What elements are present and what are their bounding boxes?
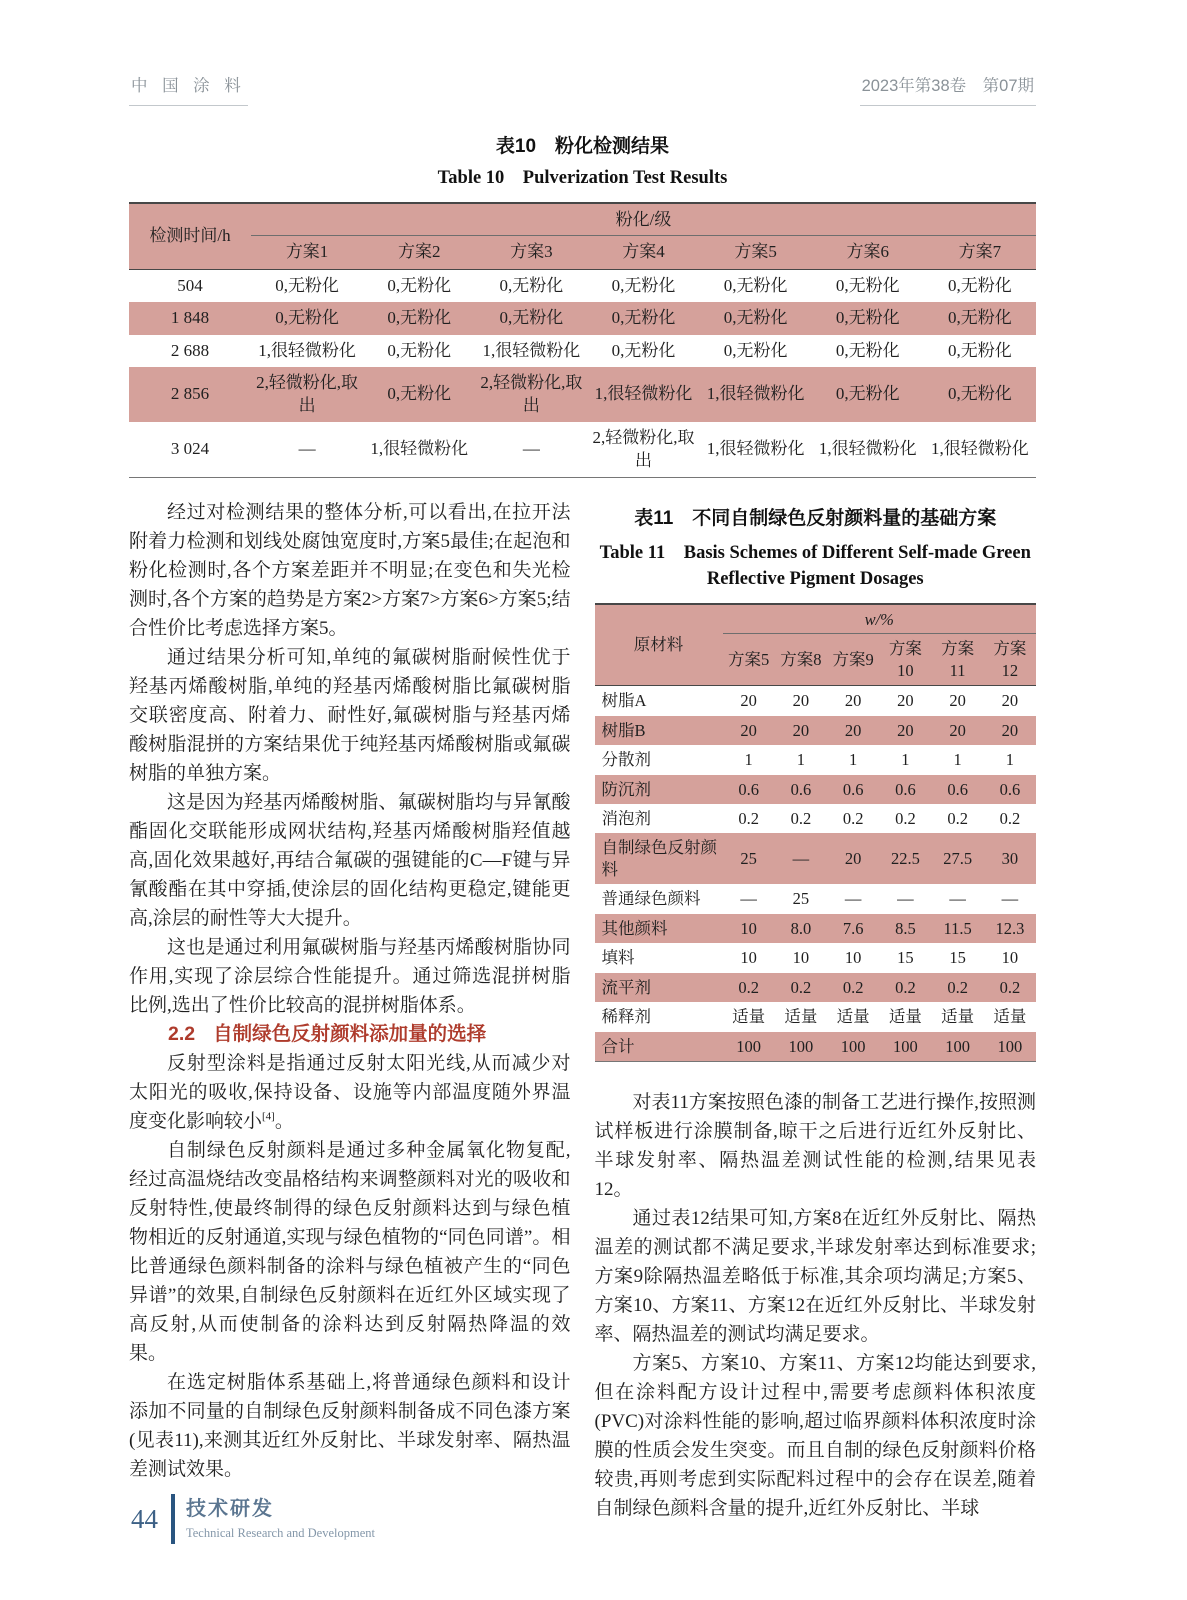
table-cell: 0,无粉化 (275, 308, 339, 328)
table-cell: 20 (1001, 720, 1019, 740)
paragraph: 对表11方案按照色漆的制备工艺进行操作,按照测试样板进行涂膜制备,晾干之后进行近红外反射比、半球发射率、隔热温差测试性能的检测,结果见表12。 (594, 1091, 1036, 1200)
table-cell: 22.5 (890, 849, 920, 869)
table-cell: 0,无粉化 (948, 275, 1012, 295)
paragraph: 这是因为羟基丙烯酸树脂、氟碳树脂均与异氰酸酯固化交联能形成网状结构,羟基丙烯酸树脂羟值越高,固化效果越好,再结合氟碳的强键能的C—F键与异氰酸酯在其中穿插,使涂层的固化结构更稳定,键能更高,涂层的耐性等大大提升。 (129, 791, 571, 929)
table-row (595, 804, 1037, 833)
table10-group-header: 粉化/级 (251, 203, 1036, 236)
table10-corner-header: 检测时间/h (149, 226, 231, 246)
table-cell: 0,无粉化 (275, 275, 339, 295)
table-cell: 10 (1001, 948, 1019, 968)
paragraph (129, 1049, 571, 1136)
table-cell: 0.6 (895, 779, 916, 799)
table-row (129, 367, 1036, 422)
paragraph: 这也是通过利用氟碳树脂与羟基丙烯酸树脂协同作用,实现了涂层综合性能提升。通过筛选混拼树脂比例,选出了性价比较高的混拼树脂体系。 (129, 936, 571, 1016)
table-cell: — (522, 439, 540, 459)
table-cell: 15 (949, 948, 966, 968)
table-cell: 1,很轻微粉化 (482, 340, 581, 360)
column-header: 方案6 (846, 242, 890, 262)
journal-name: 中 国 涂 料 (129, 72, 248, 106)
right-column (595, 498, 1037, 1523)
table-row (129, 236, 1036, 269)
section-title: 自制绿色反射颜料添加量的选择 (213, 1022, 487, 1045)
table-cell: 27.5 (943, 849, 973, 869)
table-cell: 2,轻微粉化,取出 (256, 373, 359, 415)
table10-title-zh: 表10 粉化检测结果 (495, 136, 670, 157)
table-cell: 20 (1001, 691, 1019, 711)
table-cell: 8.0 (790, 918, 812, 938)
row-header: 树脂A (601, 691, 647, 711)
table-row (129, 203, 1036, 236)
table-cell: 1 (953, 750, 962, 770)
table-cell: 1,很轻微粉化 (818, 439, 917, 459)
table-cell: 0,无粉化 (723, 275, 788, 295)
table-cell: 7.6 (842, 918, 864, 938)
table-cell: 10 (844, 948, 862, 968)
table-cell: 100 (893, 1036, 918, 1056)
table-row (595, 716, 1037, 745)
table-cell: 25 (792, 889, 810, 909)
table-row (129, 335, 1036, 367)
table-cell: 0,无粉化 (835, 275, 900, 295)
row-header: 树脂B (601, 720, 646, 740)
table-cell: 20 (844, 720, 862, 740)
column-header: 方案5 (734, 242, 777, 262)
table-cell: 20 (949, 720, 966, 740)
page-content (129, 72, 1036, 1523)
table-cell: 1,很轻微粉化 (706, 384, 805, 404)
table-cell: 0.6 (947, 779, 968, 799)
table11-group-header: w/% (723, 604, 1037, 634)
table-row (595, 775, 1037, 804)
table-cell: 20 (740, 691, 757, 711)
paragraph: 方案5、方案10、方案11、方案12均能达到要求,但在涂料配方设计过程中,需要考虑颜料体积浓度(PVC)对涂料性能的影响,超过临界颜料体积浓度时涂膜的性质会发生突变。而且自制的绿色反射颜料价格较贵,再则考虑到实际配料过程中的会存在误差,随着自制绿色颜料含量的提升,近红外反射比、半球 (594, 1352, 1036, 1519)
table-cell: 100 (945, 1036, 970, 1056)
row-header: 2 688 (170, 340, 210, 360)
table-cell: 1,很轻微粉化 (931, 439, 1029, 459)
table-cell: 2,轻微粉化,取出 (480, 373, 583, 415)
table-cell: 0.6 (999, 779, 1021, 799)
table-cell: 20 (792, 691, 810, 711)
table-cell: 15 (897, 948, 914, 968)
table10-header (129, 203, 1036, 269)
table-cell: 0,无粉化 (948, 384, 1012, 404)
table-row (129, 422, 1036, 477)
table10-title-en: Table 10 Pulverization Test Results (437, 168, 728, 188)
table-cell: 0.2 (842, 809, 864, 828)
table-cell: 0,无粉化 (499, 308, 564, 328)
row-header: 2 856 (170, 384, 210, 404)
table-cell: 0.2 (842, 977, 864, 997)
table-cell: 0.6 (790, 779, 812, 799)
table-cell: 20 (792, 720, 810, 740)
table-cell: 0,无粉化 (723, 308, 788, 328)
table-cell: 0.2 (895, 977, 916, 997)
table-row (595, 914, 1037, 943)
running-header (129, 72, 1036, 106)
table-cell: 0.2 (999, 809, 1021, 828)
section-number: 2.2 (168, 1022, 196, 1045)
table-row (595, 884, 1037, 913)
table-cell: — (844, 889, 862, 909)
column-header: 方案7 (958, 242, 1002, 262)
table-cell: 适量 (941, 1007, 975, 1027)
paragraph: 通过表12结果可知,方案8在近红外反射比、隔热温差的测试都不满足要求,半球发射率达到标准要求;方案9除隔热温差略低于标准,其余项均满足;方案5、方案10、方案11、方案12在近红外反射比、半球发射率、隔热温差的测试均满足要求。 (594, 1207, 1036, 1345)
table-row (595, 833, 1037, 884)
row-header: 1 848 (170, 308, 210, 328)
table-cell: 0,无粉化 (948, 308, 1012, 328)
table-row (129, 302, 1036, 334)
row-header: 流平剂 (601, 977, 651, 997)
row-header: 填料 (601, 948, 635, 968)
table-cell: 0.2 (999, 977, 1021, 997)
table-cell: 0,无粉化 (387, 275, 452, 295)
table-cell: 12.3 (995, 918, 1025, 938)
issue-info: 2023年第38卷 第07期 (860, 72, 1036, 106)
table-row (595, 604, 1037, 634)
table-cell: 20 (949, 691, 966, 711)
table-row (595, 686, 1037, 716)
table-cell: 0,无粉化 (387, 384, 452, 404)
table-cell: 2,轻微粉化,取出 (592, 428, 695, 470)
column-header: 方案9 (832, 650, 874, 670)
table-cell: 100 (997, 1036, 1023, 1056)
table-cell: 10 (740, 918, 757, 938)
table-cell: 25 (740, 849, 757, 869)
row-header: 其他颜料 (601, 918, 668, 938)
row-header: 合计 (601, 1036, 635, 1056)
row-header: 分散剂 (601, 750, 651, 770)
page-footer (131, 1494, 375, 1544)
table-row (595, 745, 1037, 774)
table-cell: 20 (897, 691, 914, 711)
table-cell: 20 (844, 691, 862, 711)
table10-body (129, 269, 1036, 477)
table-cell: 10 (740, 948, 757, 968)
table11-title-en: Table 11 Basis Schemes of Different Self-made Green Reflective Pigment Dosages (599, 542, 1031, 589)
table-cell: — (949, 889, 966, 909)
column-header: 方案10 (888, 639, 922, 680)
table-cell: 30 (1001, 849, 1019, 869)
footer-divider-bar (171, 1494, 175, 1544)
table-cell: 0,无粉化 (835, 340, 900, 360)
table-cell: 适量 (836, 1007, 870, 1027)
table-cell: 1,很轻微粉化 (370, 439, 469, 459)
citation-ref: [4] (262, 1110, 275, 1123)
table-cell: 1,很轻微粉化 (706, 439, 805, 459)
table-cell: 20 (844, 849, 862, 869)
row-header: 防沉剂 (601, 779, 651, 799)
table-cell: 20 (740, 720, 757, 740)
table-cell: 1,很轻微粉化 (594, 384, 693, 404)
paragraph-text: 。 (274, 1110, 294, 1132)
column-header: 方案8 (780, 650, 822, 670)
table-cell: 0.6 (738, 779, 759, 799)
column-header: 方案5 (728, 650, 770, 670)
row-header: 504 (177, 275, 203, 295)
row-header: 3 024 (170, 439, 210, 459)
column-header: 方案3 (510, 242, 553, 262)
table-cell: 0.2 (738, 809, 759, 828)
table-cell: 0,无粉化 (835, 308, 900, 328)
table-cell: — (740, 889, 757, 909)
row-header: 自制绿色反射颜料 (601, 838, 717, 879)
table-cell: 1 (849, 750, 858, 770)
table-row (595, 1032, 1037, 1062)
table11-body (595, 686, 1037, 1062)
table11-corner-header: 原材料 (633, 635, 684, 655)
column-header: 方案2 (397, 242, 441, 262)
table-cell: 1,很轻微粉化 (258, 340, 356, 360)
table-cell: 10 (792, 948, 810, 968)
table-cell: 0.2 (790, 809, 812, 828)
page-number: 44 (131, 1503, 158, 1534)
column-header: 方案4 (622, 242, 665, 262)
table-cell: — (897, 889, 914, 909)
table11-block (595, 504, 1037, 1062)
paragraph-text: 反射型涂料是指通过反射太阳光线,从而减少对太阳光的吸收,保持设备、设施等内部温度随外界温度变化影响较小 (129, 1052, 571, 1132)
table-cell: 0,无粉化 (387, 340, 452, 360)
table-row (595, 1002, 1037, 1031)
table-cell: — (1001, 889, 1019, 909)
table-cell: — (298, 439, 316, 459)
table-cell: 0,无粉化 (499, 275, 564, 295)
paragraph: 通过结果分析可知,单纯的氟碳树脂耐候性优于羟基丙烯酸树脂,单纯的羟基丙烯酸树脂比氟碳树脂交联密度高、附着力、耐性好,氟碳树脂与羟基丙烯酸树脂混拼的方案结果优于纯羟基丙烯酸树脂或氟碳树脂的单独方案。 (129, 646, 571, 784)
table-cell: 0.2 (895, 809, 916, 828)
table-cell: 20 (897, 720, 914, 740)
table11 (595, 603, 1037, 1062)
table-cell: 0.2 (947, 809, 968, 828)
column-header: 方案11 (941, 639, 975, 680)
table-cell: 1 (1005, 750, 1014, 770)
section-heading (129, 1020, 571, 1049)
paragraph: 经过对检测结果的整体分析,可以看出,在拉开法附着力检测和划线处腐蚀宽度时,方案5最佳;在起泡和粉化检测时,各个方案差距并不明显;在变色和失光检测时,各个方案的趋势是方案2>方案7>方案6>方案5;结合性价比考虑选择方案5。 (129, 501, 571, 639)
two-column-body (129, 498, 1036, 1523)
table-cell: 8.5 (895, 918, 916, 938)
table11-header (595, 604, 1037, 686)
column-header: 方案1 (285, 242, 329, 262)
table-cell: 0,无粉化 (611, 275, 676, 295)
row-header: 普通绿色颜料 (601, 889, 701, 909)
row-header: 消泡剂 (601, 809, 651, 828)
table-row (595, 973, 1037, 1002)
table-cell: 1 (796, 750, 805, 770)
paragraph: 自制绿色反射颜料是通过多种金属氧化物复配,经过高温烧结改变晶格结构来调整颜料对光的吸收和反射特性,使最终制得的绿色反射颜料达到与绿色植物相近的反射通道,实现与绿色植物的“同色同谱”。相比普通绿色颜料制备的涂料与绿色植被产生的“同色异谱”的效果,自制绿色反射颜料在近红外区域实现了高反射,从而使制备的涂料达到反射隔热降温的效果。 (129, 1139, 571, 1364)
table-cell: 0,无粉化 (835, 384, 900, 404)
footer-section-en: Technical Research and Development (186, 1526, 375, 1540)
table-cell: 0.2 (738, 977, 759, 997)
table-row (595, 943, 1037, 972)
paragraph: 在选定树脂体系基础上,将普通绿色颜料和设计添加不同量的自制绿色反射颜料制备成不同色漆方案(见表11),来测其近红外反射比、半球发射率、隔热温差测试效果。 (129, 1371, 571, 1480)
footer-section-zh: 技术研发 (186, 1498, 274, 1520)
table-cell: 1 (744, 750, 753, 770)
column-header: 方案12 (993, 639, 1027, 680)
table-cell: 0,无粉化 (948, 340, 1012, 360)
table-cell: 适量 (784, 1007, 818, 1027)
left-column (129, 498, 571, 1523)
table-cell: 0.6 (842, 779, 864, 799)
table-cell: 100 (840, 1036, 866, 1056)
table11-title-zh: 表11 不同自制绿色反射颜料量的基础方案 (634, 507, 997, 529)
table-cell: 0,无粉化 (611, 308, 676, 328)
table-cell: 0,无粉化 (611, 340, 676, 360)
row-header: 稀释剂 (601, 1007, 651, 1027)
table-cell: 适量 (993, 1007, 1027, 1027)
table-row (129, 269, 1036, 302)
table-cell: 100 (788, 1036, 814, 1056)
table-cell: 11.5 (943, 918, 972, 938)
table-cell: 0,无粉化 (387, 308, 452, 328)
table-cell: 0.2 (947, 977, 968, 997)
table-cell: 0,无粉化 (723, 340, 788, 360)
table-cell: — (792, 849, 810, 869)
table-cell: 适量 (732, 1007, 766, 1027)
table-cell: 0.2 (790, 977, 812, 997)
table10 (129, 202, 1036, 478)
table-cell: 1 (901, 750, 910, 770)
footer-section (186, 1497, 375, 1541)
table-cell: 100 (736, 1036, 761, 1056)
table-cell: 适量 (888, 1007, 922, 1027)
